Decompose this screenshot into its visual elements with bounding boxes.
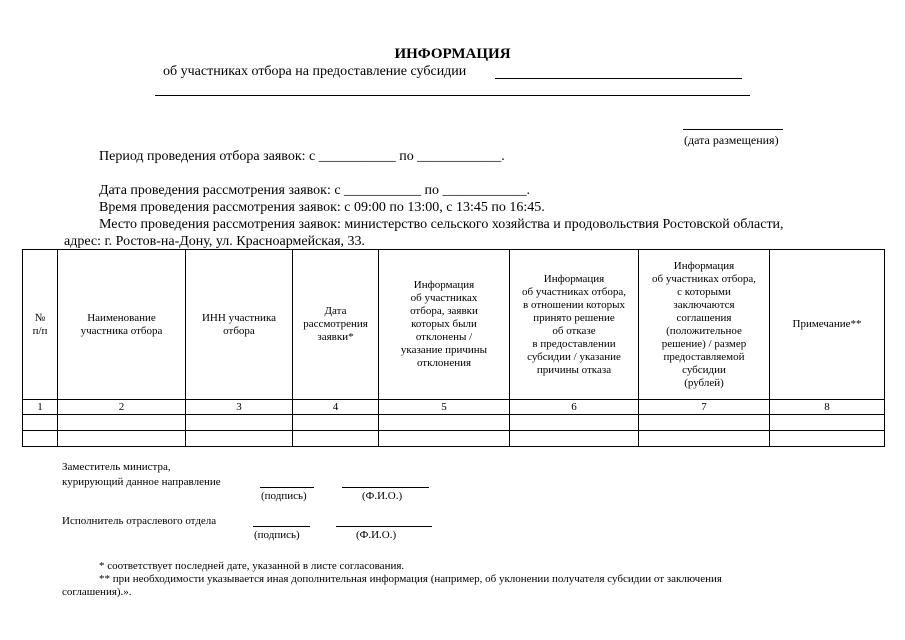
column-number: 1 [23, 400, 58, 415]
deputy-signature-caption: (подпись) [261, 490, 307, 502]
document-title: ИНФОРМАЦИЯ [394, 46, 511, 62]
table-cell [186, 431, 293, 447]
footnote-2: ** при необходимости указывается иная дополнительная информация (например, об уклонении получателя субсидии от заключения [99, 573, 722, 585]
column-header-refusal-decision: Информация об участниках отбора, в отношении которых принято решение об отказе в предоставлении субсидии / указание причины отказа [510, 250, 639, 400]
column-number: 7 [639, 400, 770, 415]
table-cell [639, 431, 770, 447]
table-cell [58, 431, 186, 447]
column-number: 3 [186, 400, 293, 415]
table-row [23, 415, 885, 431]
table-cell [23, 415, 58, 431]
document-subtitle: об участниках отбора на предоставление субсидии [163, 64, 467, 79]
table-cell [770, 415, 885, 431]
column-header-rejected-applications: Информация об участниках отбора, заявки которых были отклонены / указание причины отклонения [379, 250, 510, 400]
executor-name-caption: (Ф.И.О.) [356, 529, 397, 541]
table-cell [23, 431, 58, 447]
table-cell [58, 415, 186, 431]
review-date-line: Дата проведения рассмотрения заявок: с ___________ по ____________. [99, 183, 531, 198]
participants-table [22, 249, 885, 447]
deputy-signature-line [260, 487, 314, 488]
selection-period-line: Период проведения отбора заявок: с ___________ по ____________. [99, 149, 505, 164]
executor-name-line [336, 526, 432, 527]
column-header-agreements: Информация об участниках отбора, с которыми заключаются соглашения (положительное решение) / размер предоставляемой субсидии (рублей) [639, 250, 770, 400]
date-placement-caption: (дата размещения) [684, 133, 779, 147]
column-number: 8 [770, 400, 885, 415]
table-cell [293, 431, 379, 447]
table-header-row [23, 250, 885, 400]
footnote-2-continued: соглашения).». [62, 586, 132, 598]
table-row [23, 431, 885, 447]
table-cell [510, 431, 639, 447]
column-numbers-row [23, 400, 885, 415]
subtitle-second-blank-line [155, 95, 750, 96]
subtitle-blank-line [495, 78, 742, 79]
column-number: 6 [510, 400, 639, 415]
deputy-name-caption: (Ф.И.О.) [362, 490, 403, 502]
column-number: 4 [293, 400, 379, 415]
deputy-name-line [342, 487, 429, 488]
deputy-minister-label: Заместитель министра, [62, 461, 171, 473]
column-header-participant-name: Наименование участника отбора [58, 250, 186, 400]
column-header-review-date: Дата рассмотрения заявки* [293, 250, 379, 400]
column-header-number: № п/п [23, 250, 58, 400]
column-header-inn: ИНН участника отбора [186, 250, 293, 400]
column-header-note: Примечание** [770, 250, 885, 400]
review-place-line: Место проведения рассмотрения заявок: министерство сельского хозяйства и продовольствия Ростовской области, [99, 217, 784, 232]
table-cell [186, 415, 293, 431]
table-cell [379, 415, 510, 431]
date-placement-blank-line [683, 129, 783, 130]
column-number: 2 [58, 400, 186, 415]
executor-signature-line [253, 526, 310, 527]
footnote-1: * соответствует последней дате, указанной в листе согласования. [99, 560, 405, 572]
table-cell [770, 431, 885, 447]
column-number: 5 [379, 400, 510, 415]
executor-signature-caption: (подпись) [254, 529, 300, 541]
table-cell [510, 415, 639, 431]
table-cell [379, 431, 510, 447]
deputy-minister-label-2: курирующий данное направление [62, 476, 221, 488]
table-cell [639, 415, 770, 431]
review-time-line: Время проведения рассмотрения заявок: с 09:00 по 13:00, с 13:45 по 16:45. [99, 200, 545, 215]
executor-label: Исполнитель отраслевого отдела [62, 515, 217, 527]
review-address-line: адрес: г. Ростов-на-Дону, ул. Красноармейская, 33. [64, 234, 366, 249]
table-cell [293, 415, 379, 431]
